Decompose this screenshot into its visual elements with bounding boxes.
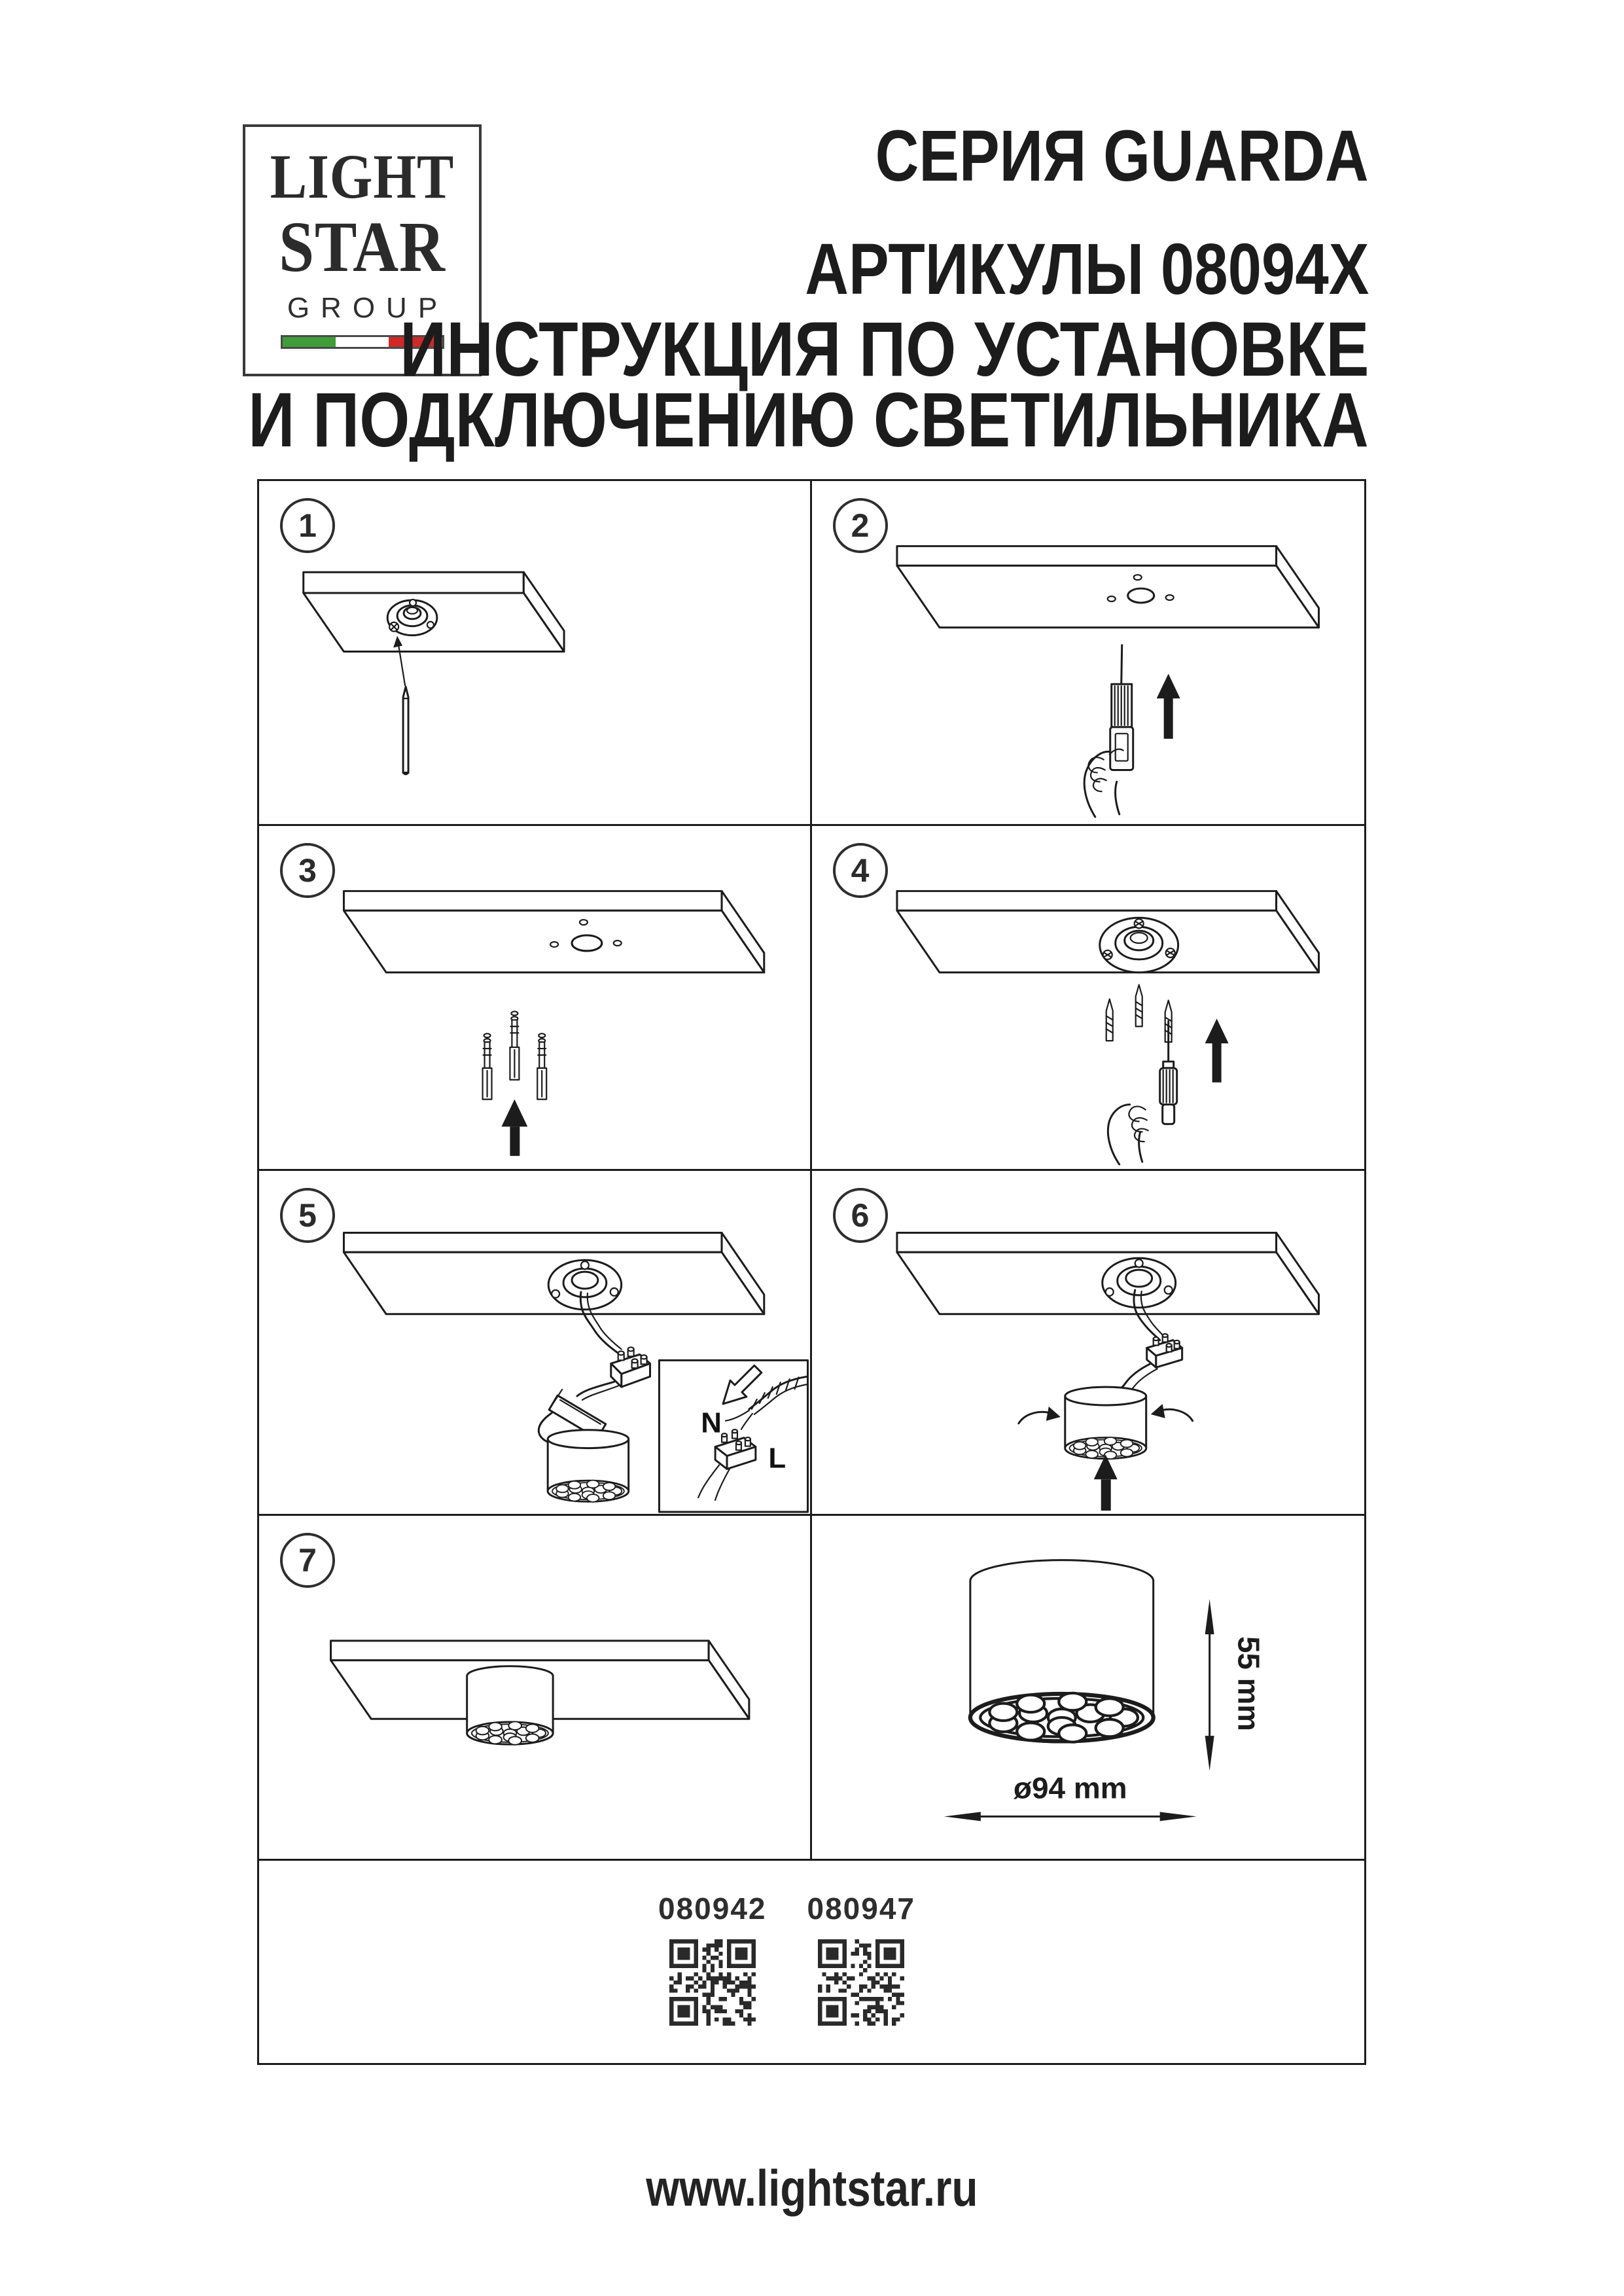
article-qr-code: [818, 1939, 904, 2026]
logo-word-star: STAR: [279, 207, 446, 287]
diameter-dimension-label: ø94 mm: [1013, 1770, 1127, 1805]
dimensions-panel: [812, 1516, 1365, 1861]
step-6-illustration: [812, 1171, 1365, 1514]
step-2-panel: [812, 481, 1365, 826]
step-4-panel: [812, 826, 1365, 1171]
steps-grid: [257, 479, 1366, 2065]
step-1-illustration: [259, 481, 810, 824]
logo-word-light: LIGHT: [270, 141, 455, 211]
article-code: 080942: [658, 1892, 767, 1926]
step-7-panel: [259, 1516, 812, 1861]
article-code: 080947: [807, 1892, 915, 1926]
step-number-badge: 2: [833, 498, 888, 553]
article-080947: [807, 1891, 916, 2026]
articles-title: АРТИКУЛЫ 08094X: [804, 229, 1369, 310]
step-6-panel: [812, 1171, 1365, 1516]
step-4-illustration: [812, 826, 1365, 1169]
step-number-badge: 4: [833, 843, 888, 898]
articles-panel: [259, 1861, 1364, 2063]
website-url: www.lightstar.ru: [646, 2159, 978, 2217]
live-label: L: [768, 1442, 786, 1475]
step-5-illustration: [259, 1171, 810, 1514]
step-2-illustration: [812, 481, 1365, 824]
neutral-label: N: [701, 1407, 722, 1439]
instruction-title-line2: И ПОДКЛЮЧЕНИЮ СВЕТИЛЬНИКА: [248, 377, 1369, 463]
step-7-illustration: [259, 1516, 810, 1859]
logo-word-group: GROUP: [287, 292, 449, 324]
height-dimension-label: 55 mm: [1231, 1636, 1266, 1731]
dimensions-illustration: [812, 1516, 1365, 1859]
step-number-badge: 5: [280, 1188, 335, 1243]
step-number-badge: 7: [280, 1533, 335, 1588]
step-5-panel: [259, 1171, 812, 1516]
instruction-title-line1: ИНСТРУКЦИЯ ПО УСТАНОВКЕ: [399, 306, 1369, 393]
step-3-illustration: [259, 826, 810, 1169]
step-number-badge: 1: [280, 498, 335, 553]
step-number-badge: 6: [833, 1188, 888, 1243]
article-qr-code: [669, 1939, 756, 2026]
step-number-badge: 3: [280, 843, 335, 898]
article-080942: [658, 1891, 767, 2026]
series-title: СЕРИЯ GUARDA: [875, 116, 1369, 196]
step-1-panel: [259, 481, 812, 826]
step-3-panel: [259, 826, 812, 1171]
